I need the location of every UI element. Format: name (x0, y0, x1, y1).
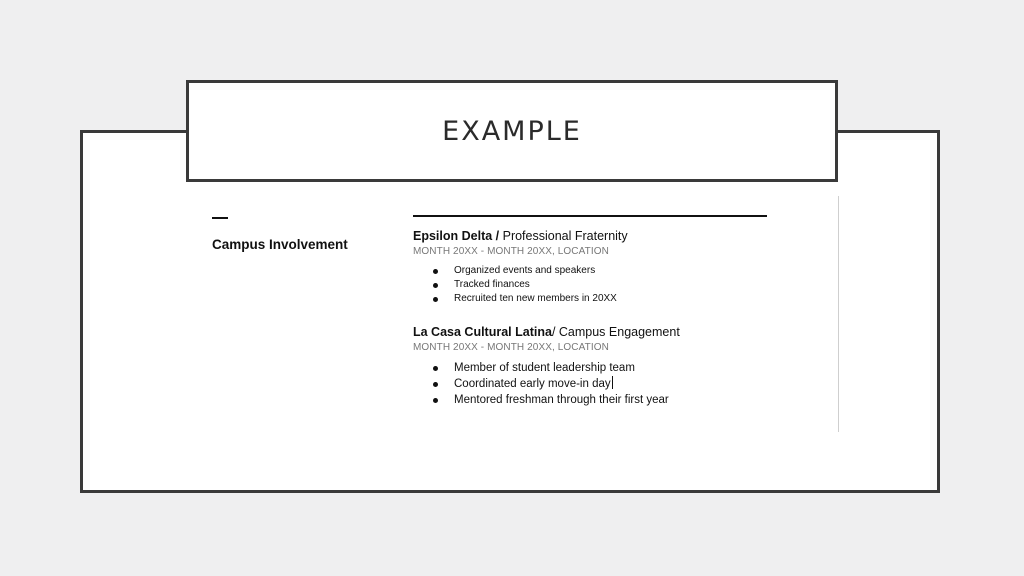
slide-title: EXAMPLE (442, 115, 582, 147)
entry-role: Campus Engagement (558, 325, 680, 339)
entry-organization: Epsilon Delta (413, 229, 493, 243)
slide-card (80, 130, 940, 493)
entry-organization: La Casa Cultural Latina (413, 325, 552, 339)
bullet-text: Member of student leadership team (454, 362, 635, 374)
entry-meta: MONTH 20XX - MONTH 20XX, LOCATION (413, 246, 609, 257)
bullet-text[interactable]: Coordinated early move-in day (454, 378, 611, 390)
entry-title (413, 325, 680, 339)
list-item (413, 292, 628, 306)
bullet-list (413, 360, 680, 408)
entry-separator: / (492, 229, 503, 243)
list-item (413, 392, 680, 408)
list-item[interactable] (413, 376, 680, 392)
bullet-list (413, 264, 628, 306)
section-dash (212, 217, 228, 219)
entry-epsilon-delta (413, 229, 628, 306)
bullet-text: Organized events and speakers (454, 265, 596, 276)
bullet-icon (433, 366, 438, 371)
text-cursor (612, 376, 613, 389)
bullet-text: Tracked finances (454, 279, 530, 290)
entry-role: Professional Fraternity (502, 229, 628, 243)
entry-meta: MONTH 20XX - MONTH 20XX, LOCATION (413, 342, 609, 353)
section-rule (413, 215, 767, 217)
bullet-icon (433, 283, 438, 288)
list-item (413, 264, 628, 278)
bullet-icon (433, 382, 438, 387)
bullet-icon (433, 398, 438, 403)
bullet-text: Mentored freshman through their first year (454, 394, 669, 406)
bullet-text: Recruited ten new members in 20XX (454, 293, 617, 304)
list-item (413, 360, 680, 376)
title-box (186, 80, 838, 182)
bullet-icon (433, 269, 438, 274)
entry-separator: / (551, 325, 559, 339)
section-label: Campus Involvement (212, 237, 348, 252)
page-edge-line (838, 196, 839, 432)
bullet-icon (433, 297, 438, 302)
list-item (413, 278, 628, 292)
entry-la-casa (413, 325, 680, 408)
entry-title (413, 229, 628, 243)
